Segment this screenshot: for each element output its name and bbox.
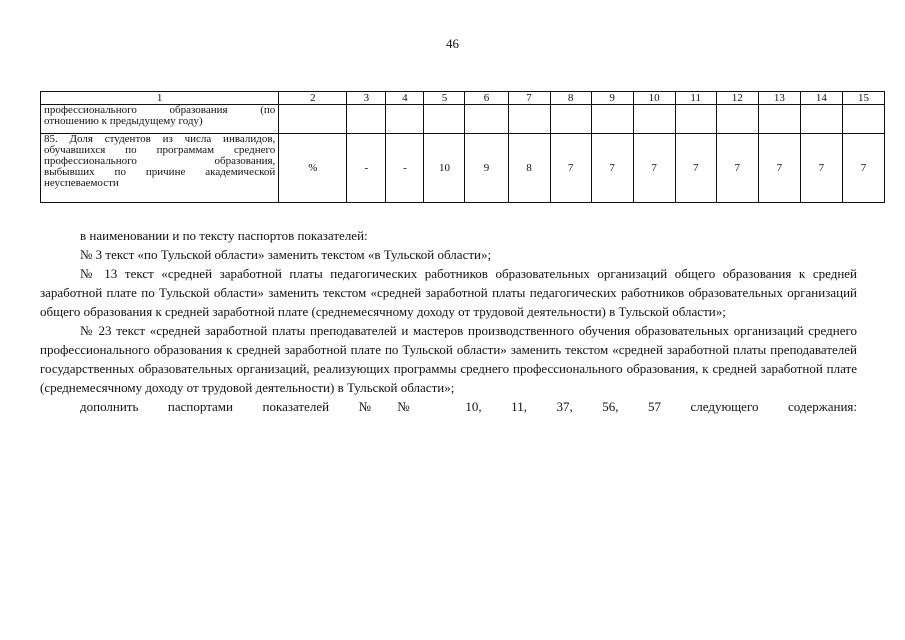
value-cell: 7 xyxy=(800,134,842,203)
value-cell: - xyxy=(386,134,424,203)
table-cell xyxy=(800,105,842,134)
value-cell: 7 xyxy=(550,134,591,203)
value-cell: 7 xyxy=(716,134,758,203)
table-cell xyxy=(633,105,675,134)
value-cell: 7 xyxy=(758,134,800,203)
page-number: 46 xyxy=(446,36,459,51)
indicator-name-cell xyxy=(41,134,279,203)
table-cell xyxy=(842,105,884,134)
value-cell: 7 xyxy=(842,134,884,203)
table-row xyxy=(41,134,885,203)
header-cell: 11 xyxy=(675,92,716,105)
header-cell: 15 xyxy=(842,92,884,105)
value-cell: - xyxy=(347,134,386,203)
header-cell: 2 xyxy=(279,92,347,105)
amendment-text xyxy=(40,226,857,416)
header-cell: 10 xyxy=(633,92,675,105)
value-cell: 7 xyxy=(675,134,716,203)
cell-line: профессионального образования (по xyxy=(44,104,276,116)
header-cell: 5 xyxy=(424,92,465,105)
table-cell xyxy=(758,105,800,134)
header-cell: 12 xyxy=(716,92,758,105)
value-cell: 10 xyxy=(424,134,465,203)
cell-line: профессионального образования, xyxy=(44,155,276,167)
table-cell xyxy=(279,105,347,134)
paragraph: дополнить паспортами показателей №№ 10, 11, 37, 56, 57 следующего содержания: xyxy=(80,399,857,414)
table-cell xyxy=(591,105,633,134)
header-cell: 8 xyxy=(550,92,591,105)
table-cell xyxy=(386,105,424,134)
table-header-row xyxy=(41,92,885,105)
paragraph: № 13 текст «средней заработной платы педагогических работников образовательных организаций общего образования к средней заработной плате по Тульской области» заменить текстом «средней заработной платы педагогических работников образовательных организаций общего образования к средней заработной плате (среднемесячному доходу от трудовой деятельности) в Тульской области»; xyxy=(40,266,857,319)
indicator-name-cell xyxy=(41,105,279,134)
header-cell: 9 xyxy=(591,92,633,105)
table-cell xyxy=(465,105,508,134)
table-row xyxy=(41,105,885,134)
header-cell: 4 xyxy=(386,92,424,105)
value-cell: 7 xyxy=(591,134,633,203)
table-cell xyxy=(424,105,465,134)
cell-line: отношению к предыдущему году) xyxy=(44,115,203,127)
paragraph: № 3 текст «по Тульской области» заменить текстом «в Тульской области»; xyxy=(80,247,492,262)
header-cell: 6 xyxy=(465,92,508,105)
table-cell xyxy=(508,105,550,134)
table-cell xyxy=(347,105,386,134)
cell-line: обучавшихся по программам среднего xyxy=(44,144,276,156)
value-cell: 8 xyxy=(508,134,550,203)
header-cell: 7 xyxy=(508,92,550,105)
header-cell: 1 xyxy=(41,92,279,105)
cell-line: 85. Доля студентов из числа инвалидов, xyxy=(44,133,276,145)
header-cell: 13 xyxy=(758,92,800,105)
value-cell: 7 xyxy=(633,134,675,203)
header-cell: 3 xyxy=(347,92,386,105)
table-cell xyxy=(716,105,758,134)
paragraph: № 23 текст «средней заработной платы преподавателей и мастеров производственного обучения образовательных организаций среднего профессионального образования к средней заработной плате по Тульской области» заменить текстом «средней заработной платы преподавателей государственных образовательных организаций, реализующих программы среднего профессионального образования, к средней заработной плате (среднемесячному доходу от трудовой деятельности) в Тульской области»; xyxy=(40,323,857,395)
header-cell: 14 xyxy=(800,92,842,105)
value-cell: 9 xyxy=(465,134,508,203)
paragraph: в наименовании и по тексту паспортов показателей: xyxy=(80,228,368,243)
table-cell xyxy=(675,105,716,134)
unit-cell: % xyxy=(279,134,347,203)
cell-line: неуспеваемости xyxy=(44,177,119,189)
cell-line: выбывших по причине академической xyxy=(44,166,276,178)
indicator-table xyxy=(40,91,885,203)
table-cell xyxy=(550,105,591,134)
